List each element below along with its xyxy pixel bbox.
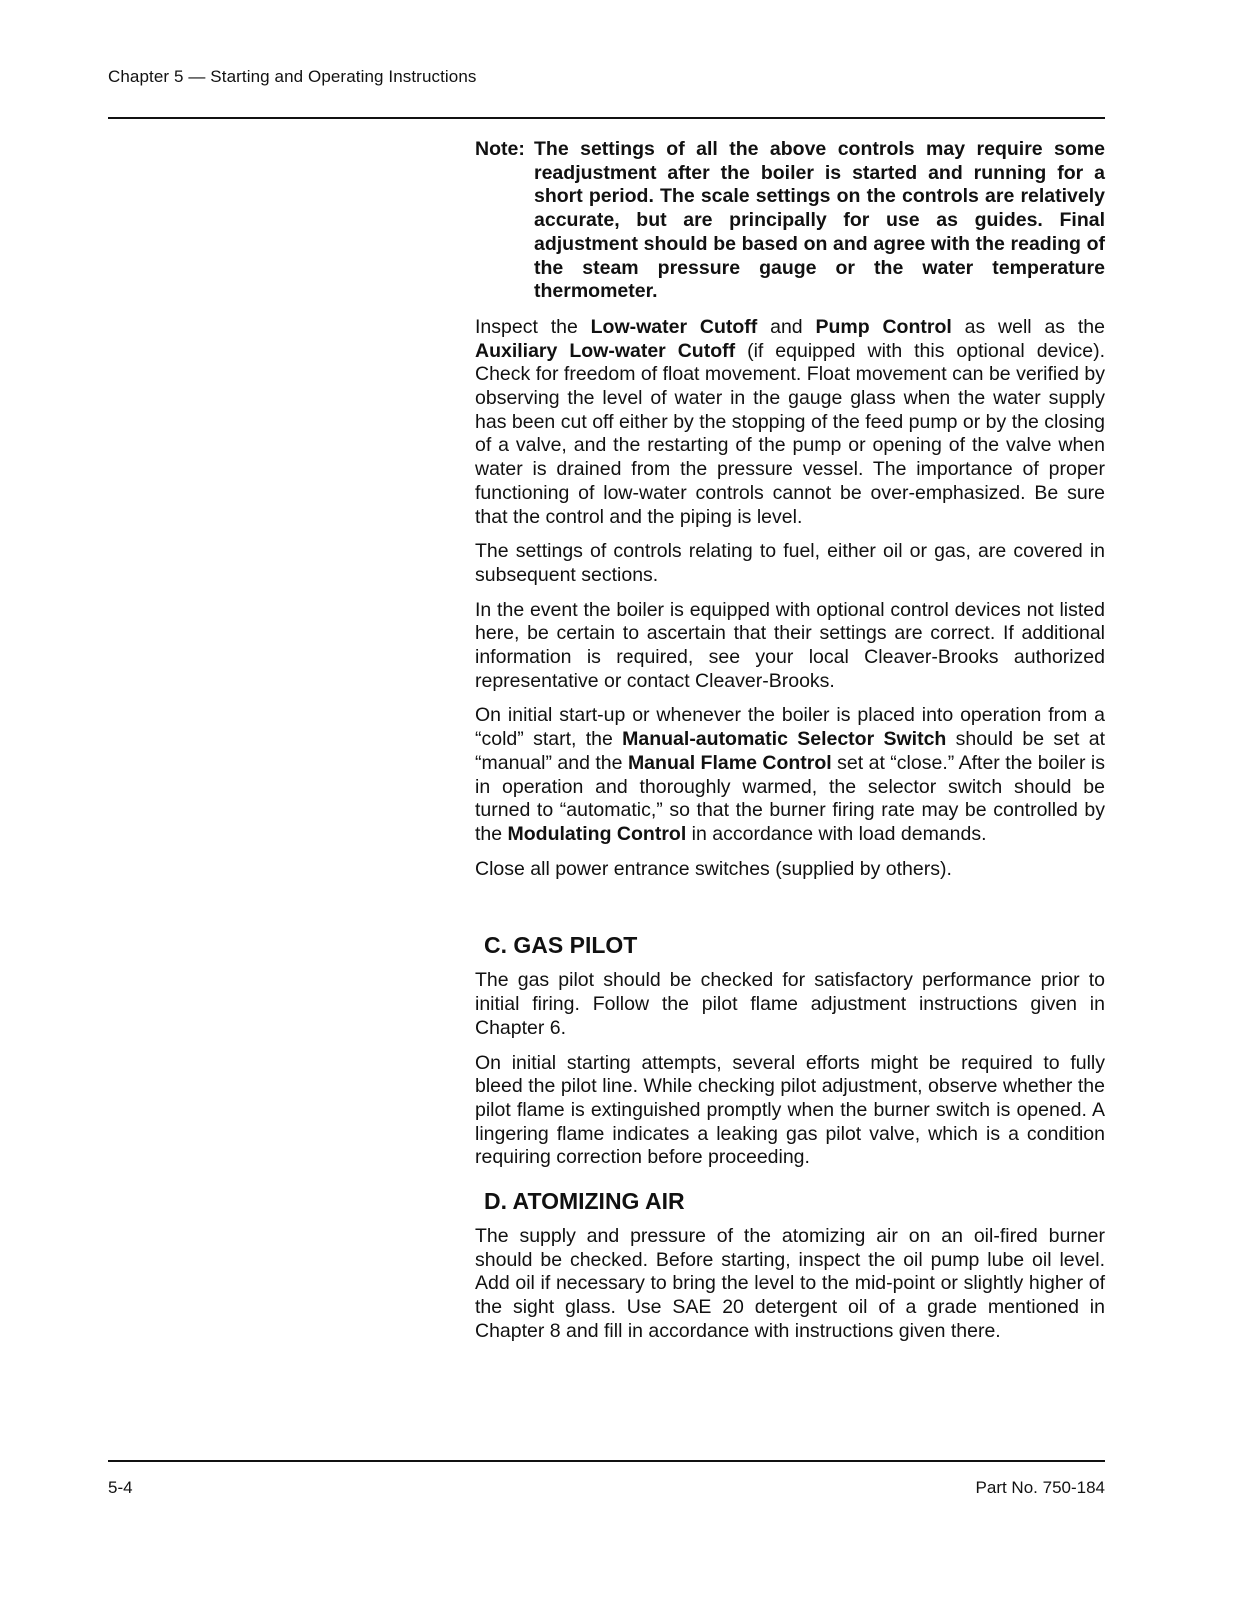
text-run: should be set at “manual” and the [475,728,1105,774]
bold-term: Modulating Control [507,822,687,845]
section-heading-gas-pilot: C. GAS PILOT [484,932,638,959]
footer-rule [108,1460,1105,1462]
bold-term: Manual-automatic Selector Switch [622,728,947,751]
paragraph-atomizing-air: The supply and pressure of the atomizing air on an oil-fired burner should be checked. Before starting, inspect the oil pump lube oil level. Add oil if necessary to bring the level to the mid-point or slightly higher of the sight glass. Use SAE 20 detergent oil of a grade mentioned in Chapter 8 and fill in accordance with instructions given there. [475,1225,1105,1342]
part-number: Part No. 750-184 [975,1478,1105,1497]
paragraph-gas-pilot-attempts: On initial starting attempts, several efforts might be required to fully bleed the pilot line. While checking pilot adjustment, observe whether the pilot flame is extinguished promptly when the burner switch is opened. A lingering flame indicates a leaking gas pilot valve, which is a condition requiring correction before proceeding. [475,1051,1105,1169]
bold-term: Pump Control [815,315,952,338]
paragraph-initial-startup [475,704,1105,846]
header-rule [108,117,1105,119]
running-head: Chapter 5 — Starting and Operating Instructions [108,67,477,86]
text-run: in accordance with load demands. [686,822,987,845]
paragraph-gas-pilot-check: The gas pilot should be checked for satisfactory performance prior to initial firing. Follow the pilot flame adjustment instructions given in Chapter 6. [475,969,1105,1039]
paragraph-power-switches: Close all power entrance switches (supplied by others). [475,857,952,880]
text-run: (if equipped with this optional device). Check for freedom of float movement. Float movement can be verified by observing the level of water in the gauge glass when the water supply has been cut off either by the stopping of the feed pump or by the closing of a valve, and the restarting of the pump or opening of the valve when water is drained from the pressure vessel. The importance of proper functioning of low-water controls cannot be over-emphasized. Be sure that the control and the piping is level. [475,339,1105,528]
paragraph-fuel-settings: The settings of controls relating to fuel, either oil or gas, are covered in subsequent sections. [475,540,1105,586]
bold-term: Auxiliary Low-water Cutoff [475,339,736,362]
main-column [475,138,1105,1355]
note-block [475,138,1105,304]
page-number: 5-4 [108,1478,133,1497]
note-label: Note: [475,138,525,160]
paragraph-low-water-cutoff [475,316,1105,529]
text-run: and [757,315,816,338]
text-run: as well as the [951,315,1105,338]
paragraph-optional-devices: In the event the boiler is equipped with optional control devices not listed here, be certain to ascertain that their settings are correct. If additional information is required, see your local Cleaver-Brooks authorized representative or contact Cleaver-Brooks. [475,598,1105,692]
text-run: set at “close.” After the boiler is in operation and thoroughly warmed, the selector switch should be turned to “automatic,” so that the burner firing rate may be controlled by the [475,751,1106,845]
section-heading-atomizing-air: D. ATOMIZING AIR [484,1188,685,1215]
note-text: The settings of all the above controls may require some readjustment after the boiler is started and running for a short period. The scale settings on the controls are relatively accurate, but are principally for use as guides. Final adjustment should be based on and agree with the reading of the steam pressure gauge or the water temperature thermometer. [534,138,1105,303]
text-run: On initial start-up or whenever the boiler is placed into operation from a “cold” start, the [475,704,1105,751]
bold-term: Low-water Cutoff [590,315,758,338]
bold-term: Manual Flame Control [627,751,832,774]
text-run: Inspect the [475,315,591,338]
